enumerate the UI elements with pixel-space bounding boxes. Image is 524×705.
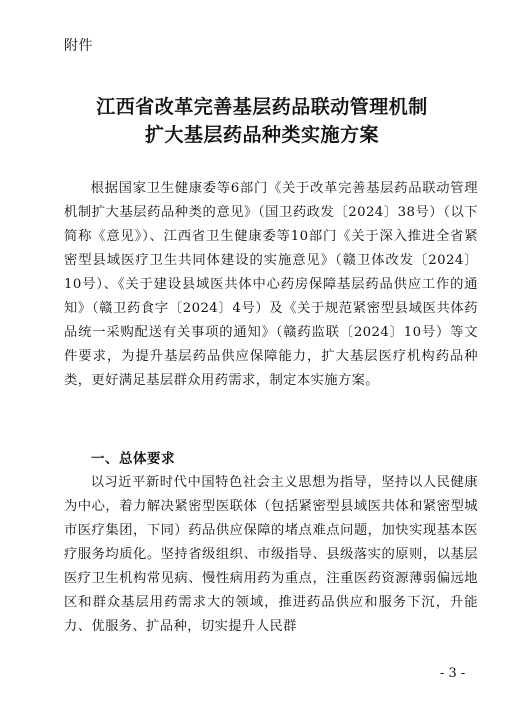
page-number: - 3 - xyxy=(440,666,466,681)
intro-paragraph: 根据国家卫生健康委等6部门《关于改革完善基层药品联动管理机制扩大基层药品种类的意见》（国卫药政发〔2024〕38号）（以下简称《意见》）、江西省卫生健康委等10部门《关于深入推进全省紧密型县域医疗卫生共同体建设的实施意见》（赣卫体改发〔2024〕10号）、《关于建设县域医共体中心药房保障基层药品供应工作的通知》（赣卫药食字〔2024〕4号）及《关于规范紧密型县域医共体药品统一采购配送有关事项的通知》（赣药监联〔2024〕10号）等文件要求，为提升基层药品供应保障能力，扩大基层医疗机构药品种类，更好满足基层群众用药需求，制定本实施方案。 xyxy=(64,181,478,388)
document-title-line-1: 江西省改革完善基层药品联动管理机制 xyxy=(96,96,428,118)
section-heading-general-requirements: 一、总体要求 xyxy=(91,451,175,467)
attachment-label: 附件 xyxy=(64,38,93,54)
document-title-line-2: 扩大基层药品种类实施方案 xyxy=(144,124,379,146)
general-requirements-paragraph: 以习近平新时代中国特色社会主义思想为指导，坚持以人民健康为中心，着力解决紧密型医联体（包括紧密型县域医共体和紧密型城市医疗集团，下同）药品供应保障的堵点难点问题，加快实现基本医疗服务均质化。坚持省级组织、市级指导、县级落实的原则，以基层医疗卫生机构常见病、慢性病用药为重点，注重医药资源薄弱偏远地区和群众基层用药需求大的领域，推进药品供应和服务下沉，升能力、优服务、扩品种，切实提升人民群 xyxy=(64,475,478,634)
